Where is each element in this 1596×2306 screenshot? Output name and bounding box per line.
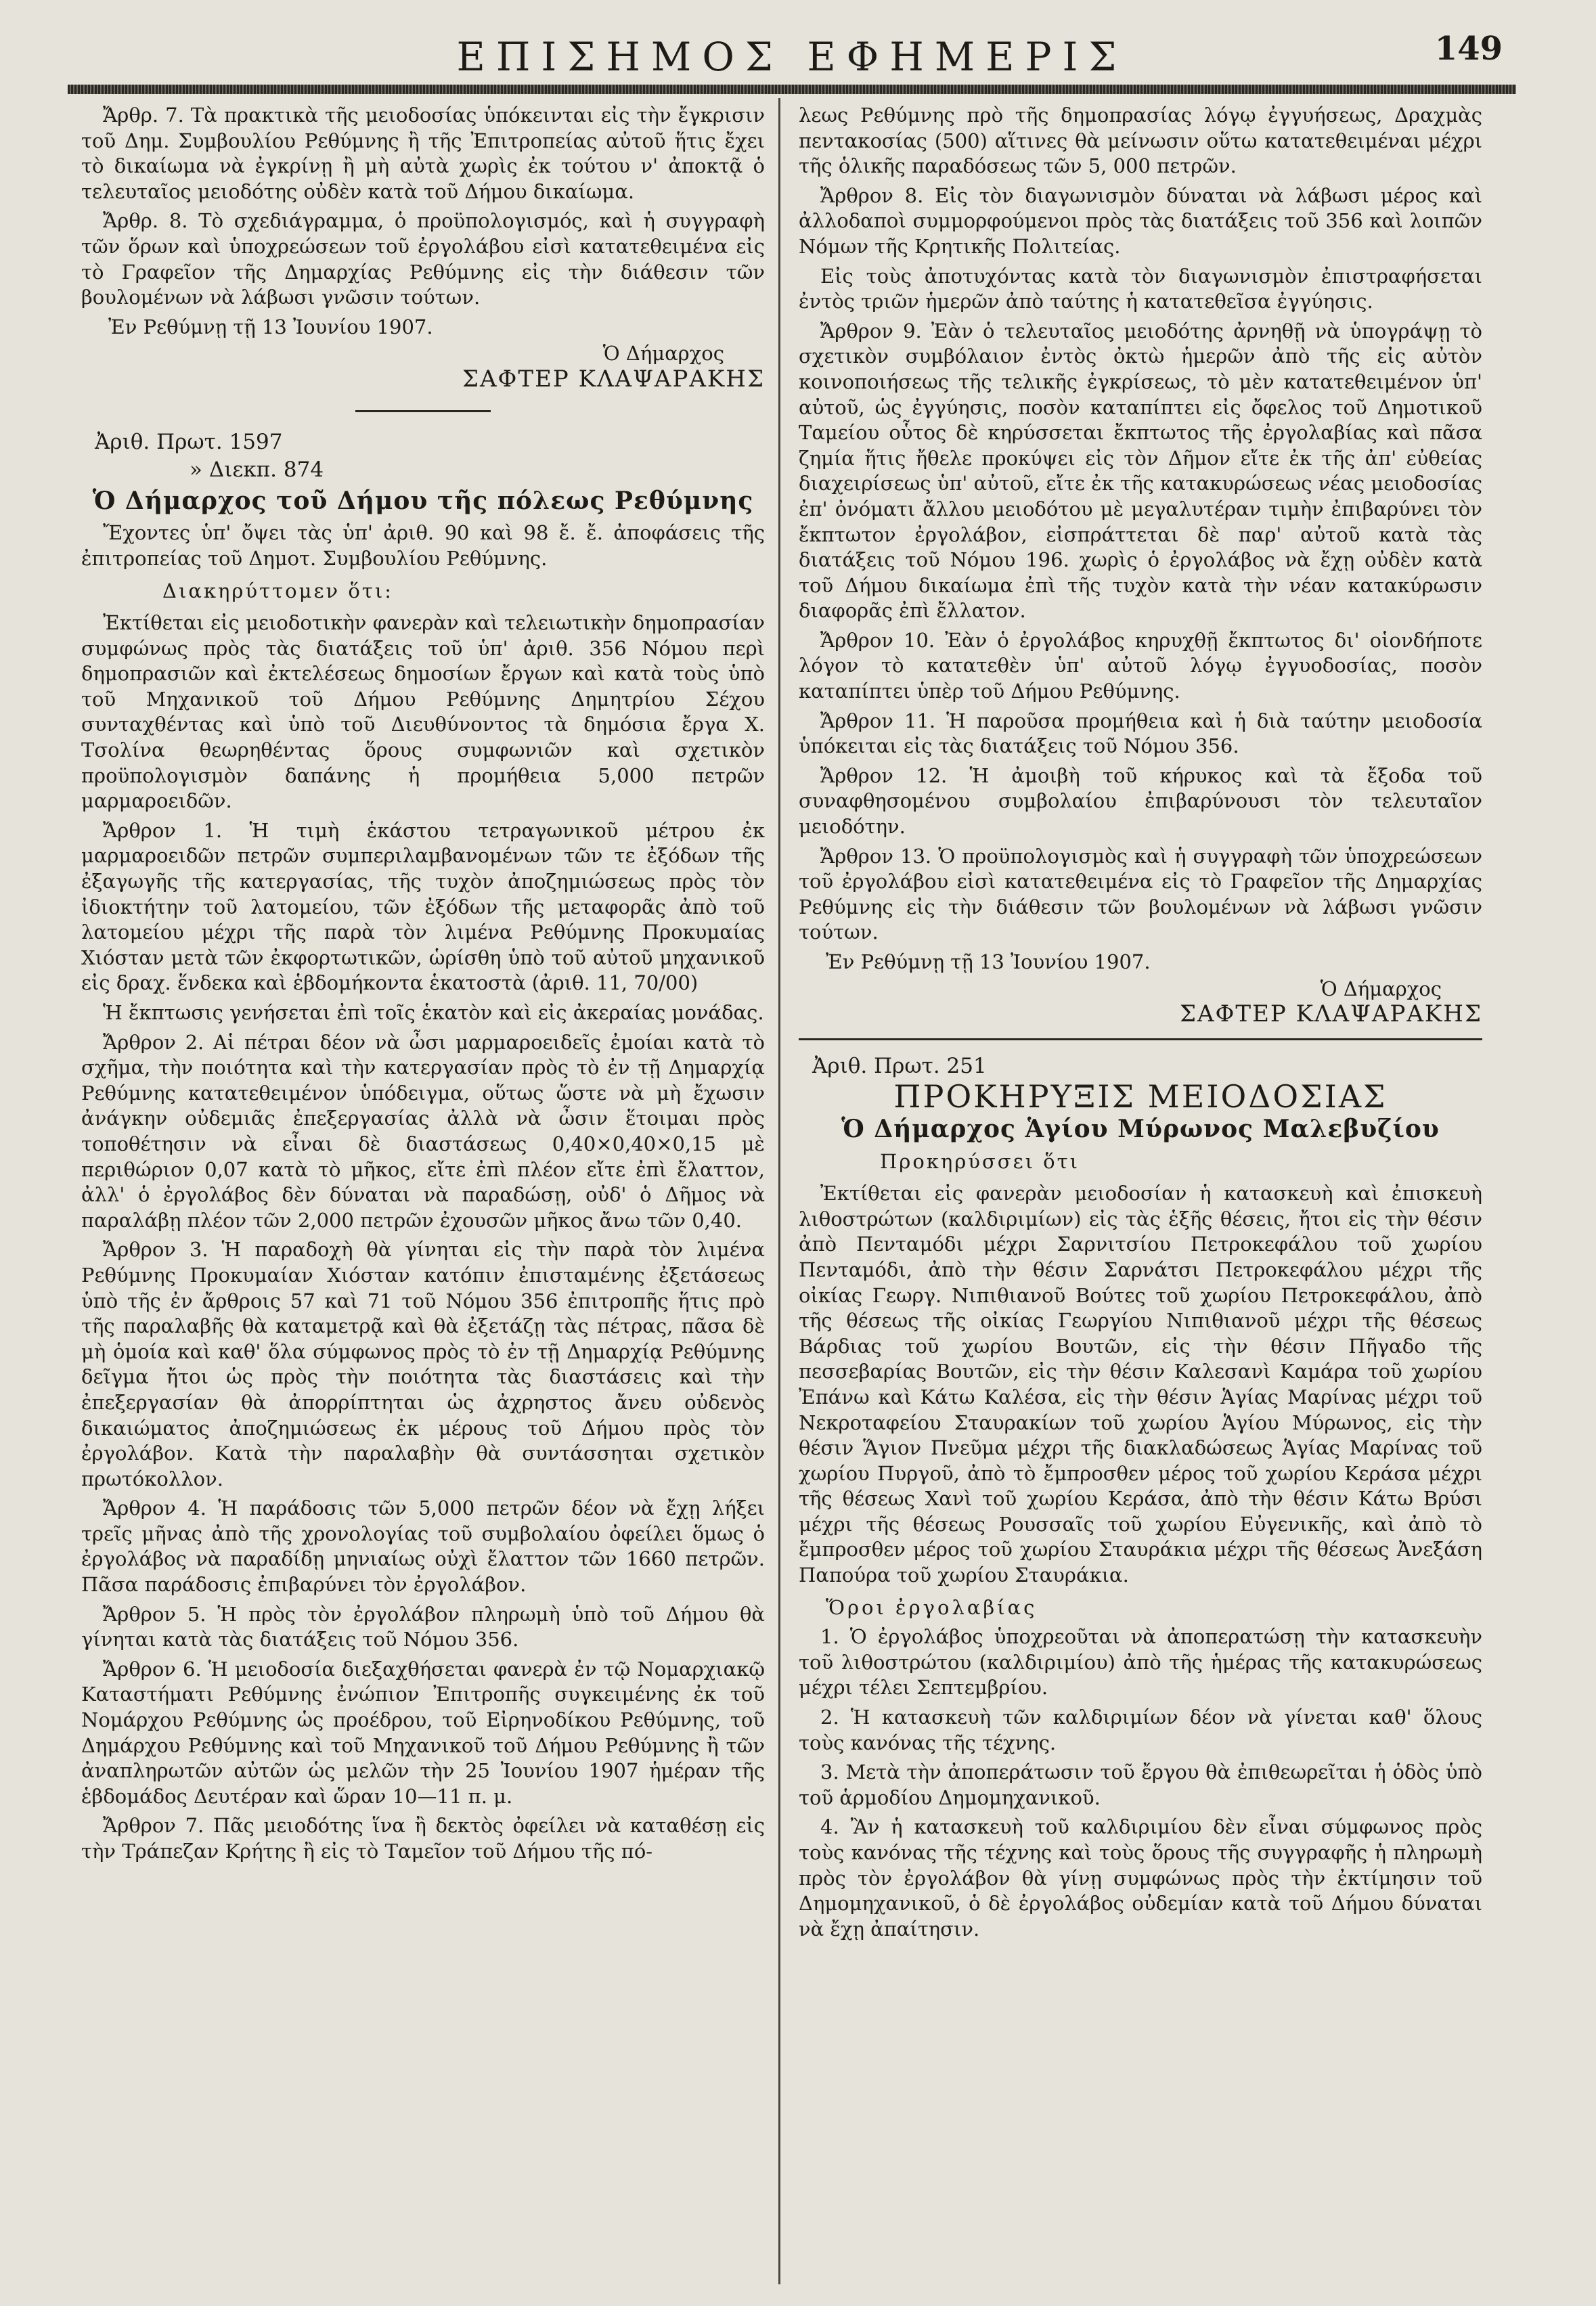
protocol-number: Ἀριθ. Πρωτ. 1597 <box>95 429 283 454</box>
signature-title-2: Ὁ Δήμαρχος <box>1320 977 1442 1000</box>
article-8b-refund: Εἰς τοὺς ἀποτυχόντας κατὰ τὸν διαγωνισμὸν ἐπιστραφήσεται ἐντὸς τριῶν ἡμερῶν ἀπὸ ταύτης ἡ κατατεθεῖσα ἐγγύησις. <box>799 264 1482 313</box>
article-1: Ἄρθρον 1. Ἡ τιμὴ ἑκάστου τετραγωνικοῦ μέτρου ἐκ μαρμαροειδῶν πετρῶν συμπεριλαμβανομένων τῶν τε ἐξόδων τῆς ἐξαγωγῆς τῆς κατεργασίας, τῆς τυχὸν ἀποζημιώσεως πρὸς τὸν ἰδιοκτήτην τοῦ λατομείου, τῶν ἐξόδων τῆς μεταφορᾶς ἀπὸ τοῦ λατομείου μέχρι τῆς παρὰ τὸν λιμένα Ρεθύμνης Προκυμαίας Χιόσταν μετὰ τῶν ἐκφορτωτικῶν, ὡρίσθη ὑπὸ τοῦ αὐτοῦ μηχανικοῦ εἰς δραχ. ἕνδεκα καὶ ἑβδομήκοντα ἑκατοστὰ (ἀριθ. 11, 70/00) <box>81 818 765 995</box>
right-column <box>799 103 1482 2279</box>
tender-paragraph: Ἐκτίθεται εἰς μειοδοτικὴν φανερὰν καὶ τελειωτικὴν δημοπρασίαν συμφώνως πρὸς τὰς διατάξεις τοῦ ὑπ' ἀριθ. 356 Νόμου περὶ δημοπρασιῶν καὶ ἐκτελέσεως δημοσίων ἔργων καὶ κατὰ τοὺς ὑπὸ τοῦ Μηχανικοῦ τοῦ Δήμου Ρεθύμνης Δημητρίου Σέχου συνταχθέντας καὶ ὑπὸ τοῦ Διευθύνοντος τὰ δημόσια ἔργα Χ. Τσολίνα θεωρηθέντας ὅρους συμφωνιῶν καὶ σχετικὸν προϋπολογισμὸν δαπάνης ἡ προμήθεια 5,000 πετρῶν μαρμαροειδῶν. <box>81 611 765 813</box>
left-column <box>81 103 765 2279</box>
article-1-discount: Ἡ ἔκπτωσις γενήσεται ἐπὶ τοῖς ἑκατὸν καὶ εἰς ἀκεραίας μονάδας. <box>103 1001 764 1024</box>
signature-name-2: ΣΑΦΤΕΡ ΚΛΑΨΑΡΑΚΗΣ <box>1179 1000 1482 1028</box>
continuation-paragraph: λεως Ρεθύμνης πρὸ τῆς δημοπρασίας λόγῳ ἐγγυήσεως, Δραχμὰς πεντακοσίας (500) αἵτινες θὰ μείνωσιν οὕτω κατατεθειμέναι μέχρι τῆς ὁλικῆς παραδόσεως τῶν 5, 000 πετρῶν. <box>799 104 1482 178</box>
article-3: Ἄρθρον 3. Ἡ παραδοχὴ θὰ γίνηται εἰς τὴν παρὰ τὸν λιμένα Ρεθύμνης Προκυμαίαν Χιόσταν κατόπιν ἐπισταμένης ἐξετάσεως ὑπὸ τῆς ἐν ἄρθροις 57 καὶ 71 τοῦ Νόμου 356 ἐπιτροπῆς ἥτις πρὸ τῆς παραλαβῆς θὰ καταμετρᾷ καὶ θὰ ἐξετάζῃ τὰς πέτρας, πᾶσα δὲ μὴ ὁμοία καὶ καθ' ὅλα σύμφωνος πρὸς τὸ ἐν τῇ Δημαρχίᾳ Ρεθύμνης δεῖγμα ἤτοι ὡς πρὸς τὴν ποιότητα τὰς διαστάσεις καὶ τὴν ἐπεξεργασίαν θὰ ἀπορρίπτηται ὡς ἀχρηστος ἄνευ οὐδενὸς δικαιώματος ἀποζημιώσεως ἐκ μέρους τοῦ Δήμου πρὸς τὸν ἐργολάβον. Κατὰ τὴν παραλαβὴν θὰ συντάσσηται σχετικὸν πρωτόκολλον. <box>81 1238 765 1490</box>
proclamation-line-2: Προκηρύσσει ὅτι <box>880 1149 1080 1173</box>
article-13: Ἄρθρον 13. Ὁ προϋπολογισμὸς καὶ ἡ συγγραφὴ τῶν ὑποχρεώσεων τοῦ ἐργολάβου εἰσὶ κατατεθειμένα εἰς τὸ Γραφεῖον τῆς Δημαρχίας Ρεθύμνης εἰς τὴν διάθεσιν τῶν βουλομένων νὰ λάβωσι γνῶσιν τούτων. <box>799 844 1482 944</box>
article-8: Ἄρθρ. 8. Τὸ σχεδιάγραμμα, ὁ προϋπολογισμός, καὶ ἡ συγγραφὴ τῶν ὅρων καὶ ὑποχρεώσεων τοῦ ἐργολάβου εἰσὶ κατατεθειμένα εἰς τὸ Γραφεῖον τῆς Δημαρχίας Ρεθύμνης εἰς τὴν διάθεσιν τῶν βουλομένων νὰ λάβωσι γνῶσιν τούτων. <box>81 209 765 309</box>
proclamation-title: ΠΡΟΚΗΡΥΞΙΣ ΜΕΙΟΔΟΣΙΑΣ <box>893 1078 1388 1115</box>
section-rule-2 <box>799 1038 1482 1040</box>
term-2: 2. Ἡ κατασκευὴ τῶν καλδιριμίων δέον νὰ γίνεται καθ' ὅλους τοὺς κανόνας τῆς τέχνης. <box>799 1706 1482 1754</box>
article-11: Ἄρθρον 11. Ἡ παροῦσα προμήθεια καὶ ἡ διὰ ταύτην μειοδοσία ὑπόκειται εἰς τὰς διατάξεις τοῦ Νόμου 356. <box>799 709 1482 758</box>
mayor-heading: Ὁ Δήμαρχος τοῦ Δήμου τῆς πόλεως Ρεθύμνης <box>92 486 754 515</box>
terms-heading: Ὅροι ἐργολαβίας <box>826 1595 1038 1619</box>
article-4: Ἄρθρον 4. Ἡ παράδοσις τῶν 5,000 πετρῶν δέον νὰ ἔχῃ λήξει τρεῖς μῆνας ἀπὸ τῆς χρονολογίας τοῦ συμβολαίου ὀφείλει ὅμως ὁ ἐργολάβος νὰ παραδίδῃ μηνιαίως οὐχὶ ἔλαττον τῶν 1660 πετρῶν. Πᾶσα παράδοσις ἐπιβαρύνει τὸν ἐργολάβον. <box>81 1496 765 1597</box>
article-9: Ἄρθρον 9. Ἐὰν ὁ τελευταῖος μειοδότης ἀρνηθῇ νὰ ὑπογράψῃ τὸ σχετικὸν συμβόλαιον ἐντὸς ὀκτὼ ἡμερῶν ἀπὸ τῆς εἰς αὐτὸν κοινοποιήσεως τῆς τελικῆς ἐγκρίσεως, τὸ μὲν κατατεθειμένον ὑπ' αὐτοῦ, ὡς ἐγγύησις, ποσὸν καταπίπτει εἰς ὄφελος τοῦ Δημοτικοῦ Ταμείου οὗτος δὲ κηρύσσεται ἔκπτωτος τῆς ἐργολαβίας καὶ πᾶσα ζημία ἥτις ἤθελε προκύψει εἰς τὸν Δῆμον εἴτε ἐκ τῆς ἀπ' εὐθείας διαχειρίσεως ὑπ' αὐτοῦ, εἴτε ἐκ τῆς κατακυρώσεως νέας μειοδοσίας ἐπ' ὀνόματι ἄλλου μειοδότου μὲ μεγαλυτέραν τιμὴν ἐπιβαρύνει τὸν ἔκπτωτον ἐργολάβον, εἰσπράττεται δὲ παρ' αὐτοῦ κατὰ τὰς διατάξεις τοῦ Νόμου 196. χωρὶς ὁ ἐργολάβος νὰ ἔχῃ οὐδὲν κατὰ τοῦ Δήμου δικαίωμα ἐπὶ τῆς τυχὸν κατὰ τὴν νέαν κατακύρωσιν διαφορᾶς ἐπὶ ἔλλατον. <box>799 319 1482 623</box>
term-4: 4. Ἂν ἡ κατασκευὴ τοῦ καλδιριμίου δὲν εἶναι σύμφωνος πρὸς τοὺς κανόνας τῆς τέχνης καὶ τοὺς ὅρους τῆς συγγραφῆς ἡ πληρωμὴ πρὸς τὸν ἐργολάβον θὰ γίνῃ συμφώνως πρὸς τὴν ἐκτίμησιν τοῦ Δημομηχανικοῦ, ὁ δὲ ἐργολάβος οὐδεμίαν κατὰ τοῦ Δήμου δύναται νὰ ἔχῃ ἀπαίτησιν. <box>799 1815 1482 1941</box>
article-8b: Ἄρθρον 8. Εἰς τὸν διαγωνισμὸν δύναται νὰ λάβωσι μέρος καὶ ἀλλοδαποὶ συμμορφούμενοι πρὸς τὰς διατάξεις τοῦ 356 καὶ λοιπῶν Νόμων τῆς Κρητικῆς Πολιτείας. <box>799 183 1482 258</box>
signature-place-date-2: Ἐν Ρεθύμνῃ τῇ 13 Ἰουνίου 1907. <box>826 950 1151 973</box>
article-7: Ἄρθρ. 7. Τὰ πρακτικὰ τῆς μειοδοσίας ὑπόκεινται εἰς τὴν ἔγκρισιν τοῦ Δημ. Συμβουλίου Ρεθύμνης ἢ τῆς Ἐπιτροπείας αὐτοῦ ἥτις ἔχει τὸ δικαίωμα νὰ ἐγκρίνῃ ἢ μὴ αὐτὰ χωρὶς ἐκ τούτου ν' ἀποκτᾷ ὁ τελευταῖος μειοδότης οὐδὲν κατὰ τοῦ Δήμου δικαίωμα. <box>81 104 765 203</box>
newspaper-title: ΕΠΙΣΗΜΟΣ ΕΦΗΜΕΡΙΣ <box>456 34 1128 80</box>
page-number: 149 <box>1434 30 1503 68</box>
article-7b: Ἄρθρον 7. Πᾶς μειοδότης ἵνα ἢ δεκτὸς ὀφείλει νὰ καταθέσῃ εἰς τὴν Τράπεζαν Κρήτης ἢ εἰς τὸ Ταμεῖον τοῦ Δήμου τῆς πό- <box>81 1814 765 1863</box>
intro-paragraph: Ἔχοντες ὑπ' ὄψει τὰς ὑπ' ἀριθ. 90 καὶ 98 ἔ. ἔ. ἀποφάσεις τῆς ἐπιτροπείας τοῦ Δημοτ. Συμβουλίου Ρεθύμνης. <box>81 521 765 570</box>
signature-place-date: Ἐν Ρεθύμνῃ τῇ 13 Ἰουνίου 1907. <box>108 315 433 338</box>
section-rule <box>355 410 491 412</box>
article-5: Ἄρθρον 5. Ἡ πρὸς τὸν ἐργολάβον πληρωμὴ ὑπὸ τοῦ Δήμου θὰ γίνηται κατὰ τὰς διατάξεις τοῦ Νόμου 356. <box>81 1602 765 1651</box>
article-6: Ἄρθρον 6. Ἡ μειοδοσία διεξαχθήσεται φανερὰ ἐν τῷ Νομαρχιακῷ Καταστήματι Ρεθύμνης ἐνώπιον Ἐπιτροπῆς συγκειμένης ἐκ τοῦ Νομάρχου Ρεθύμνης ὡς προέδρου, τοῦ Εἰρηνοδίκου Ρεθύμνης, τοῦ Δημάρχου Ρεθύμνης καὶ τοῦ Μηχανικοῦ τοῦ Δήμου Ρεθύμνης ἢ τῶν ἀναπληρωτῶν αὐτῶν ὡς μελῶν τὴν 25 Ἰουνίου 1907 ἡμέραν τῆς ἑβδομάδος Δευτέραν καὶ ὥραν 10—11 π. μ. <box>81 1657 765 1808</box>
column-divider <box>778 98 780 2284</box>
page-header <box>68 27 1516 88</box>
term-3: 3. Μετὰ τὴν ἀποπεράτωσιν τοῦ ἔργου θὰ ἐπιθεωρεῖται ἡ ὁδὸς ὑπὸ τοῦ ἁρμοδίου Δημομηχανικοῦ. <box>799 1760 1482 1809</box>
works-paragraph: Ἐκτίθεται εἰς φανερὰν μειοδοσίαν ἡ κατασκευὴ καὶ ἐπισκευὴ λιθοστρώτων (καλδιριμίων) εἰς τὰς ἑξῆς θέσεις, ἤτοι εἰς τὴν θέσιν ἀπὸ Πενταμόδι μέχρι Σαρνιτσίου Πετροκεφάλου τοῦ χωρίου Πενταμόδι, ἀπὸ τὴν θέσιν Σαρνάτσι Πετροκεφάλου μέχρι τῆς οἰκίας Γεωργ. Νιπιθιανοῦ Βούτες τοῦ χωρίου Πετροκεφάλου, ἀπὸ τῆς θέσεως τῆς οἰκίας Γεωργίου Νιπιθιανοῦ μέχρι τῆς θέσεως Βάρδιας τοῦ χωρίου Βουτῶν, εἰς τὴν θέσιν Πῆγαδο τῆς πεσσεβαρίας Βουτῶν, εἰς τὴν θέσιν Καλεσανὶ Καμάρα τοῦ χωρίου Ἐπάνω καὶ Κάτω Καλέσα, εἰς τὴν θέσιν Ἁγίας Μαρίνας μέχρι τοῦ Νεκροταφείου Σταυρακίων τοῦ χωρίου Ἁγίου Μύρωνος, εἰς τὴν θέσιν Ἅγιον Πνεῦμα μέχρι τῆς διακλαδώσεως Ἁγίας Μαρίνας τοῦ χωρίου Πυργοῦ, ἀπὸ τὸ ἔμπροσθεν μέρος τοῦ χωρίου Κεράσα μέχρι τῆς θέσεως Χανὶ τοῦ χωρίου Κεράσα, ἀπὸ τὴν θέσιν Κάτω Βρύσι μέχρι τῆς θέσεως Ρουσσαῖς τοῦ χωρίου Εὐγενικῆς, καὶ ἀπὸ τὸ ἔμπροσθεν μέρος τοῦ χωρίου Σταυράκια μέχρι τῆς θέσεως Ἀνεξάση Παπούρα τοῦ χωρίου Σταυράκια. <box>799 1182 1482 1587</box>
proclamation-line: Διακηρύττομεν ὅτι: <box>162 579 393 602</box>
article-2: Ἄρθρον 2. Αἱ πέτραι δέον νὰ ὦσι μαρμαροειδεῖς ἐμοίαι κατὰ τὸ σχῆμα, τὴν ποιότητα καὶ τὴν κατεργασίαν πρὸς τὸ ἐν τῇ Δημαρχίᾳ Ρεθύμνης κατατεθειμένον ὑπόδειγμα, οὕτως ὥστε νὰ μὴ ἔχωσιν ἀνάγκην οὐδεμιᾶς ἐπεξεργασίας ἀλλὰ νὰ ὦσιν ἕτοιμαι πρὸς τοποθέτησιν νὰ εἶναι δὲ διαστάσεως 0,40×0,40×0,15 μὲ περιθώριον 0,07 κατὰ τὸ μῆκος, εἴτε ἐπὶ πλέον εἴτε ἐπὶ ἔλαττον, ἀλλ' ὁ ἐργολάβος δὲν δύναται νὰ παραδώσῃ, οὐδ' ὁ Δῆμος νὰ παραλάβῃ πλέον τῶν 2,000 πετρῶν ἐχουσῶν μῆκος ἄνω τῶν 0,40. <box>81 1030 765 1232</box>
signature-title: Ὁ Δήμαρχος <box>602 342 724 365</box>
protocol-number-2: Ἀριθ. Πρωτ. 251 <box>812 1053 987 1078</box>
header-rule <box>68 85 1516 94</box>
article-12: Ἄρθρον 12. Ἡ ἀμοιβὴ τοῦ κήρυκος καὶ τὰ ἔξοδα τοῦ συναφθησομένου συμβολαίου ἐπιβαρύνουσι τὸν τελευταῖον μειοδότην. <box>799 763 1482 839</box>
term-1: 1. Ὁ ἐργολάβος ὑποχρεοῦται νὰ ἀποπερατώσῃ τὴν κατασκευὴν τοῦ λιθοστρώτου (καλδιριμίου) ἀπὸ τῆς ἡμέρας τῆς κατακυρώσεως μέχρι τέλει Σεπτεμβρίου. <box>799 1625 1482 1700</box>
mayor-heading-2: Ὁ Δήμαρχος Ἁγίου Μύρωνος Μαλεβυζίου <box>841 1114 1440 1143</box>
article-10: Ἄρθρον 10. Ἐὰν ὁ ἐργολάβος κηρυχθῇ ἔκπτωτος δι' οἱονδήποτε λόγον τὸ κατατεθὲν ὑπ' αὐτοῦ λόγῳ ἐγγυοδοσίας, ποσὸν καταπίπτει ὑπὲρ τοῦ Δήμου Ρεθύμνης. <box>799 628 1482 703</box>
signature-name: ΣΑΦΤΕΡ ΚΛΑΨΑΡΑΚΗΣ <box>462 365 765 393</box>
dispatch-number: » Διεκπ. 874 <box>190 458 324 483</box>
